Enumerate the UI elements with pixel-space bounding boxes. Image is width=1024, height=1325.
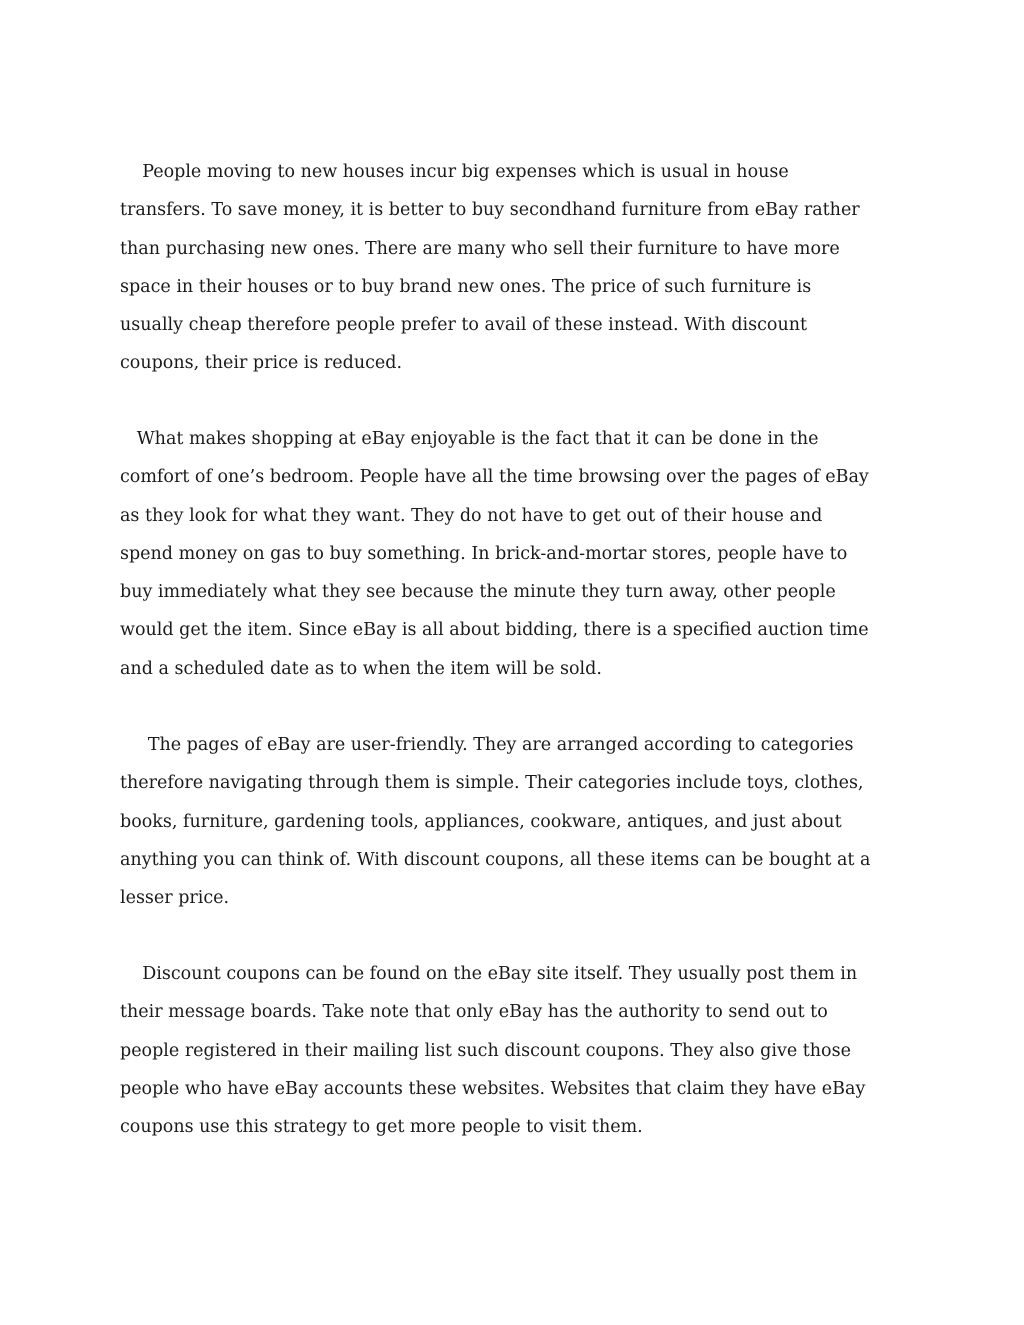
paragraph-line: coupons, their price is reduced.	[120, 353, 403, 374]
paragraph-line: People moving to new houses incur big expenses which is usual in house	[120, 162, 789, 182]
paragraph-line: their message boards. Take note that only eBay has the authority to send out to	[120, 1002, 828, 1023]
paragraph-line: lesser price.	[120, 888, 230, 909]
paragraph-line: books, furniture, gardening tools, appliances, cookware, antiques, and just about	[120, 811, 842, 832]
paragraph-line: and a scheduled date as to when the item will be sold.	[120, 658, 602, 679]
paragraph-line: space in their houses or to buy brand new ones. The price of such furniture is	[120, 276, 812, 297]
paragraph-line: anything you can think of. With discount coupons, all these items can be bought at a	[120, 849, 871, 870]
paragraph-line: transfers. To save money, it is better to buy secondhand furniture from eBay rather	[120, 200, 860, 221]
paragraph-line: therefore navigating through them is simple. Their categories include toys, clothes,	[120, 773, 864, 794]
paragraph-4	[120, 955, 910, 1146]
paragraph-line: Discount coupons can be found on the eBay site itself. They usually post them in	[120, 964, 858, 984]
paragraph-line: What makes shopping at eBay enjoyable is the fact that it can be done in the	[120, 429, 819, 449]
paragraph-2	[120, 420, 910, 688]
paragraph-line: The pages of eBay are user-friendly. They are arranged according to categories	[120, 735, 854, 755]
paragraph-line: as they look for what they want. They do not have to get out of their house and	[120, 505, 823, 526]
paragraph-3	[120, 726, 910, 917]
paragraph-line: people who have eBay accounts these websites. Websites that claim they have eBay	[120, 1078, 866, 1099]
paragraph-line: than purchasing new ones. There are many who sell their furniture to have more	[120, 238, 840, 259]
paragraph-line: coupons use this strategy to get more people to visit them.	[120, 1117, 643, 1138]
paragraph-line: people registered in their mailing list such discount coupons. They also give those	[120, 1040, 851, 1061]
paragraph-line: spend money on gas to buy something. In brick-and-mortar stores, people have to	[120, 543, 848, 564]
paragraph-line: would get the item. Since eBay is all about bidding, there is a specified auction time	[120, 620, 869, 641]
paragraph-line: buy immediately what they see because the minute they turn away, other people	[120, 582, 836, 603]
paragraph-1	[120, 153, 910, 383]
paragraph-line: comfort of one’s bedroom. People have all the time browsing over the pages of eBay	[120, 467, 869, 488]
paragraph-line: usually cheap therefore people prefer to avail of these instead. With discount	[120, 315, 808, 336]
